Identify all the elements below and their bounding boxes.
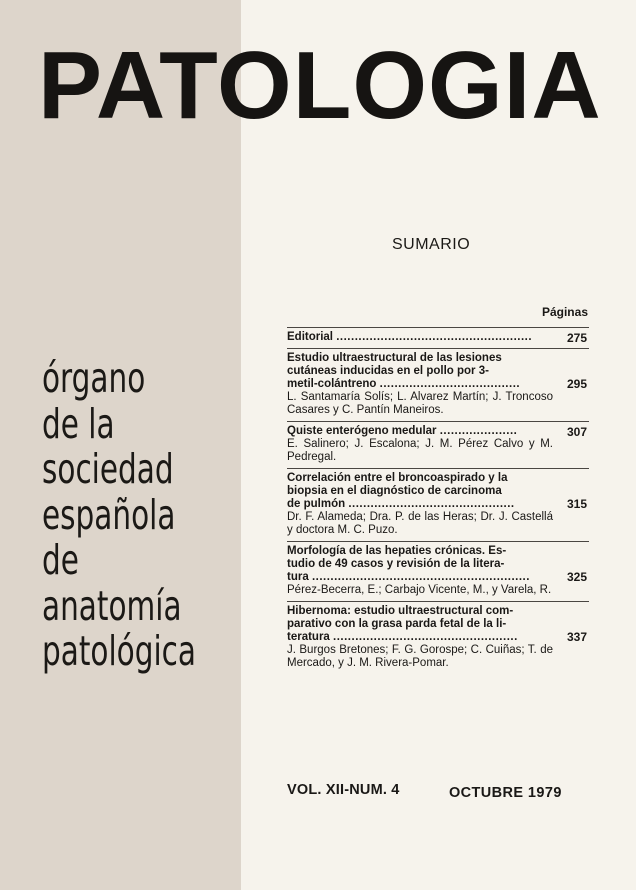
entry-page: 325: [566, 570, 587, 584]
entry-title: Hibernoma: estudio ultraestructural com- parativo con la grasa parda fetal de la li- teratura ..................................................: [287, 605, 518, 643]
sumario-heading: SUMARIO: [392, 236, 471, 253]
table-of-contents: [287, 327, 589, 674]
entry-title: Morfología de las hepaties crónicas. Es- tudio de 49 casos y revisión de la litera- tura ...........................................................: [287, 545, 530, 583]
entry-authors: Dr. F. Alameda; Dra. P. de las Heras; Dr. J. Castellá y doctora M. C. Puzo.: [287, 511, 553, 536]
volume-number: VOL. XII-NUM. 4: [287, 782, 400, 798]
issue-date: OCTUBRE 1979: [449, 785, 562, 801]
organ-line: patológica: [42, 627, 196, 675]
entry-authors: E. Salinero; J. Escalona; J. M. Pérez Calvo y M. Pedregal.: [287, 438, 553, 463]
entry-page: 337: [566, 630, 587, 644]
entry-authors: L. Santamaría Solís; L. Alvarez Martín; J. Troncoso Casares y C. Pantín Maneiros.: [287, 391, 553, 416]
toc-entry: [287, 349, 589, 422]
entry-title: Quiste enterógeno medular .....................: [287, 425, 518, 437]
organ-line: de la: [42, 399, 115, 448]
entry-page: 295: [566, 377, 587, 391]
entry-title: Editorial .....................................................: [287, 331, 533, 343]
organ-line: anatomía: [42, 581, 182, 630]
toc-entry: [287, 327, 589, 349]
society-description: [42, 354, 196, 675]
organ-line: órgano: [42, 354, 146, 402]
entry-page: 275: [566, 331, 587, 345]
entry-authors: Pérez-Becerra, E.; Carbajo Vicente, M., y Varela, R.: [287, 584, 552, 596]
entry-page: 315: [566, 497, 587, 511]
toc-entry: [287, 469, 589, 542]
organ-line: de: [42, 536, 79, 584]
entry-title: Correlación entre el broncoaspirado y la biopsia en el diagnóstico de carcinoma de pulmón .............................................: [287, 472, 515, 510]
organ-line: sociedad: [42, 445, 174, 493]
toc-entry: [287, 542, 589, 602]
entry-title: Estudio ultraestructural de las lesiones cutáneas inducidas en el pollo por 3- metil-colántreno ......................................: [287, 352, 521, 390]
toc-entry: [287, 602, 589, 674]
entry-authors: J. Burgos Bretones; F. G. Gorospe; C. Cuiñas; T. de Mercado, y J. M. Rivera-Pomar.: [287, 644, 553, 669]
toc-entry: [287, 422, 589, 469]
paginas-label: Páginas: [541, 305, 588, 319]
organ-line: española: [42, 490, 176, 539]
entry-page: 307: [566, 425, 587, 439]
journal-masthead: PATOLOGIA: [38, 32, 602, 139]
